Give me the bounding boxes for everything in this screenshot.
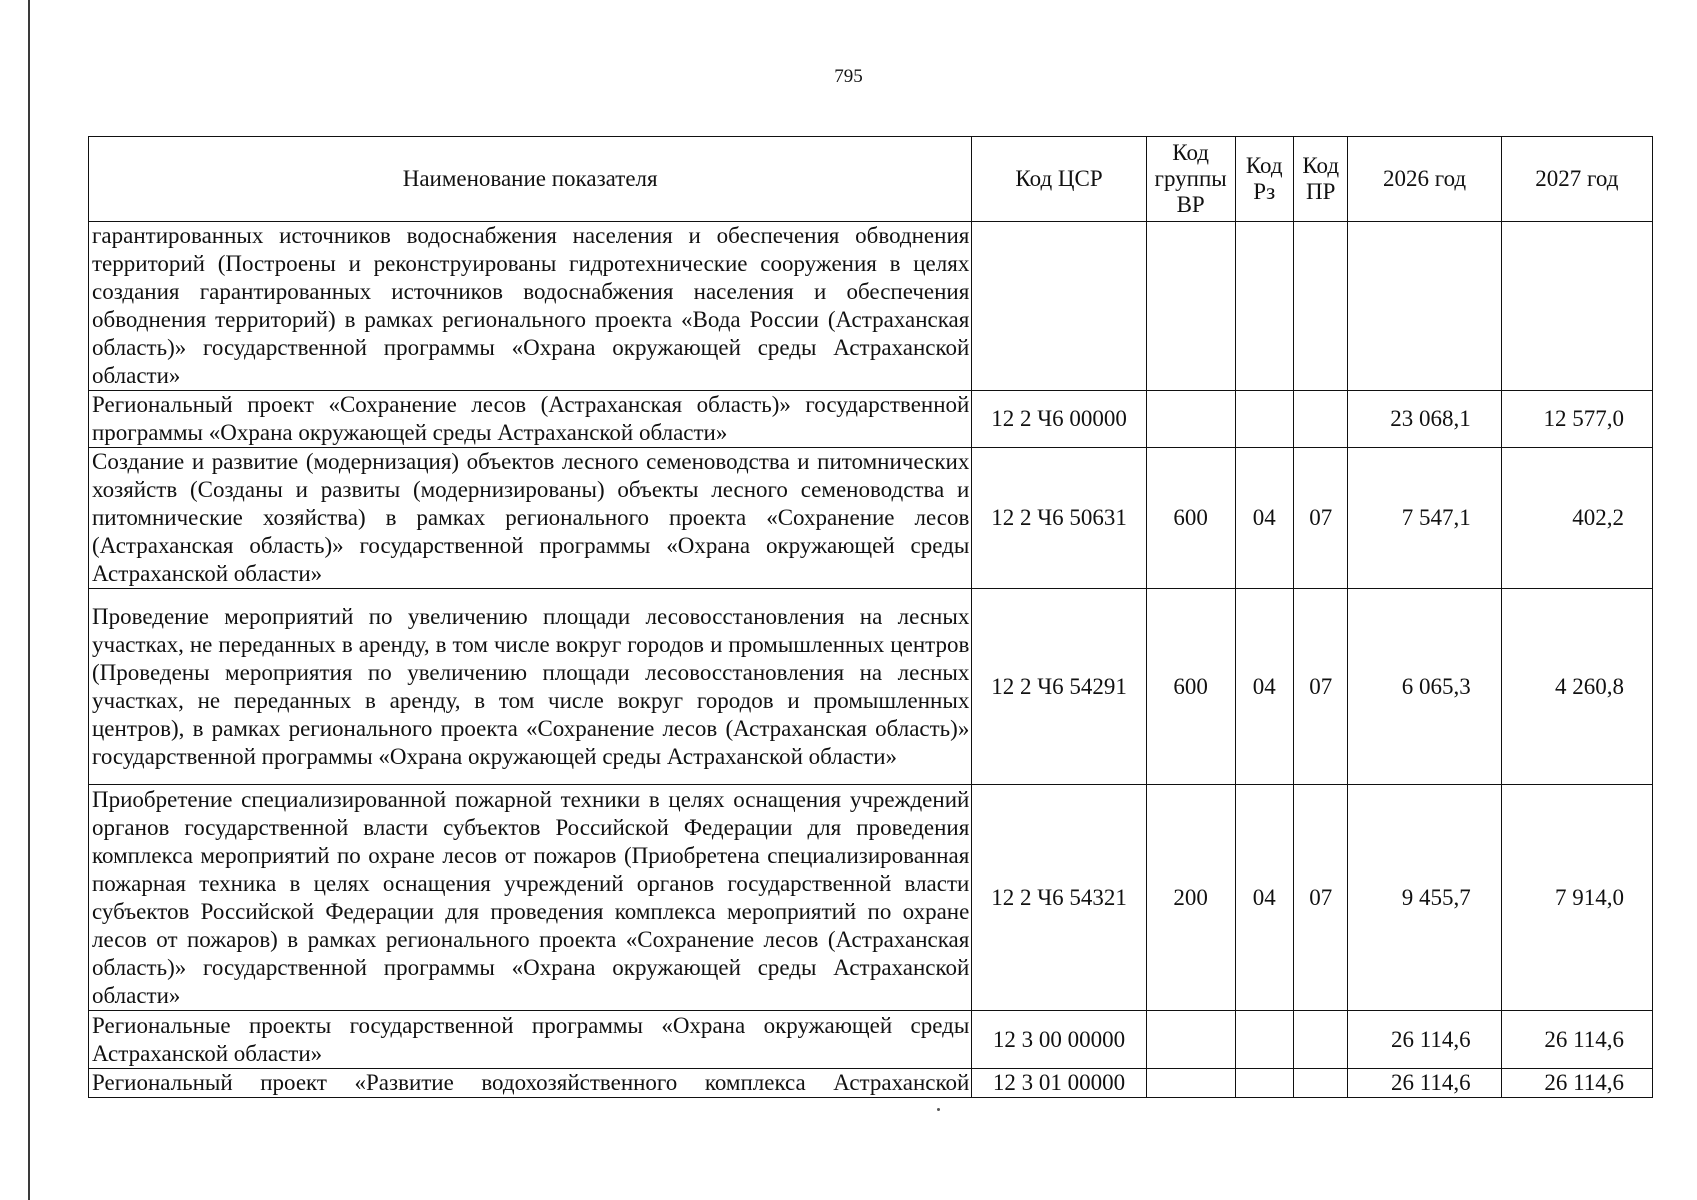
header-year-2027: 2027 год xyxy=(1501,137,1652,222)
row-csr: 12 3 01 00000 xyxy=(972,1069,1146,1098)
row-vr xyxy=(1146,1069,1235,1098)
header-pr xyxy=(1293,137,1347,222)
header-name: Наименование показателя xyxy=(89,137,972,222)
row-name: гарантированных источников водоснабжения населения и обеспечения обводнения территорий (Построены и реконструированы гидротехнические сооружения в целях создания гарантированных источников водоснабжения населения и обеспечения обводнения территорий) в рамках регионального проекта «Вода России (Астраханская область)» государственной программы «Охрана окружающей среды Астраханской области» xyxy=(89,222,972,391)
row-amount-2027 xyxy=(1501,222,1652,391)
table-row xyxy=(89,589,1653,785)
table-row xyxy=(89,1011,1653,1069)
row-csr xyxy=(972,222,1146,391)
row-amount-2027: 402,2 xyxy=(1501,448,1652,589)
row-csr: 12 2 Ч6 54321 xyxy=(972,785,1146,1011)
row-rz: 04 xyxy=(1235,589,1293,785)
header-vr-line1: Код xyxy=(1172,140,1209,165)
row-rz: 04 xyxy=(1235,785,1293,1011)
header-year-2026: 2026 год xyxy=(1348,137,1501,222)
header-rz-line2: Рз xyxy=(1253,179,1276,204)
row-rz xyxy=(1235,222,1293,391)
row-amount-2026 xyxy=(1348,222,1501,391)
row-vr: 200 xyxy=(1146,785,1235,1011)
row-rz xyxy=(1235,391,1293,448)
row-vr xyxy=(1146,222,1235,391)
table-row xyxy=(89,448,1653,589)
row-amount-2026: 7 547,1 xyxy=(1348,448,1501,589)
table-row xyxy=(89,785,1653,1011)
row-amount-2026: 23 068,1 xyxy=(1348,391,1501,448)
row-pr xyxy=(1293,1069,1347,1098)
row-pr xyxy=(1293,1011,1347,1069)
row-amount-2026: 26 114,6 xyxy=(1348,1069,1501,1098)
table-header-row xyxy=(89,137,1653,222)
header-vr xyxy=(1146,137,1235,222)
header-rz-line1: Код xyxy=(1245,153,1283,178)
row-amount-2027: 12 577,0 xyxy=(1501,391,1652,448)
table-row xyxy=(89,222,1653,391)
row-amount-2027: 7 914,0 xyxy=(1501,785,1652,1011)
row-rz: 04 xyxy=(1235,448,1293,589)
row-vr xyxy=(1146,1011,1235,1069)
row-name: Приобретение специализированной пожарной техники в целях оснащения учреждений органов государственной власти субъектов Российской Федерации для проведения комплекса мероприятий по охране лесов от пожаров (Приобретена специализированная пожарная техника в целях оснащения учреждений органов государственной власти субъектов Российской Федерации для проведения комплекса мероприятий по охране лесов от пожаров) в рамках регионального проекта «Сохранение лесов (Астраханская область)» государственной программы «Охрана окружающей среды Астраханской области» xyxy=(89,785,972,1011)
row-amount-2026: 6 065,3 xyxy=(1348,589,1501,785)
header-pr-line2: ПР xyxy=(1306,179,1336,204)
header-csr: Код ЦСР xyxy=(972,137,1146,222)
row-name: Региональные проекты государственной программы «Охрана окружающей среды Астраханской области» xyxy=(89,1011,972,1069)
row-amount-2026: 9 455,7 xyxy=(1348,785,1501,1011)
row-csr: 12 3 00 00000 xyxy=(972,1011,1146,1069)
row-pr xyxy=(1293,222,1347,391)
row-vr: 600 xyxy=(1146,448,1235,589)
row-amount-2026: 26 114,6 xyxy=(1348,1011,1501,1069)
row-vr xyxy=(1146,391,1235,448)
row-rz xyxy=(1235,1069,1293,1098)
header-vr-line2: группы xyxy=(1154,166,1227,191)
row-amount-2027: 26 114,6 xyxy=(1501,1069,1652,1098)
header-rz xyxy=(1235,137,1293,222)
table-row xyxy=(89,1069,1653,1098)
budget-table xyxy=(88,136,1653,1098)
row-csr: 12 2 Ч6 00000 xyxy=(972,391,1146,448)
row-pr xyxy=(1293,391,1347,448)
row-vr: 600 xyxy=(1146,589,1235,785)
row-pr: 07 xyxy=(1293,785,1347,1011)
row-name: Создание и развитие (модернизация) объектов лесного семеноводства и питомнических хозяйств (Созданы и развиты (модернизированы) объекты лесного семеноводства и питомнические хозяйства) в рамках регионального проекта «Сохранение лесов (Астраханская область)» государственной программы «Охрана окружающей среды Астраханской области» xyxy=(89,448,972,589)
scan-speck xyxy=(937,1108,940,1111)
row-csr: 12 2 Ч6 50631 xyxy=(972,448,1146,589)
row-amount-2027: 26 114,6 xyxy=(1501,1011,1652,1069)
row-pr: 07 xyxy=(1293,589,1347,785)
row-name: Региональный проект «Сохранение лесов (Астраханская область)» государственной программы «Охрана окружающей среды Астраханской области» xyxy=(89,391,972,448)
row-name: Проведение мероприятий по увеличению площади лесовосстановления на лесных участках, не переданных в аренду, в том числе вокруг городов и промышленных центров (Проведены мероприятия по увеличению площади лесовосстановления на лесных участках, не переданных в аренду, в том числе вокруг городов и промышленных центров), в рамках регионального проекта «Сохранение лесов (Астраханская область)» государственной программы «Охрана окружающей среды Астраханской области» xyxy=(89,589,972,785)
row-pr: 07 xyxy=(1293,448,1347,589)
scan-margin-line xyxy=(28,0,30,1200)
table-row xyxy=(89,391,1653,448)
row-name: Региональный проект «Развитие водохозяйственного комплекса Астраханской xyxy=(89,1069,972,1098)
page-number: 795 xyxy=(834,66,863,87)
header-pr-line1: Код xyxy=(1302,153,1340,178)
row-amount-2027: 4 260,8 xyxy=(1501,589,1652,785)
row-csr: 12 2 Ч6 54291 xyxy=(972,589,1146,785)
row-rz xyxy=(1235,1011,1293,1069)
header-vr-line3: ВР xyxy=(1176,192,1205,217)
